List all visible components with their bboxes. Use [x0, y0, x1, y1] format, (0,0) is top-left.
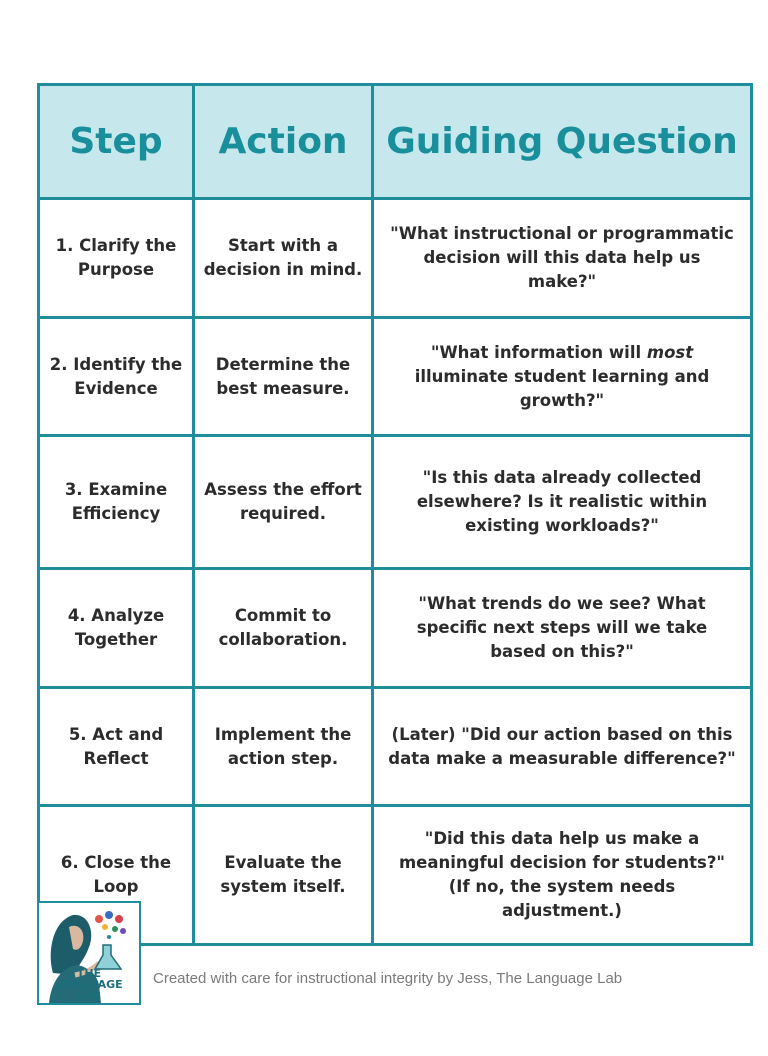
action-cell: Determine the best measure.: [194, 318, 373, 436]
action-cell: Commit to collaboration.: [194, 569, 373, 688]
table-row: [39, 569, 752, 688]
question-cell: (Later) "Did our action based on this data make a measurable difference?": [373, 688, 752, 806]
action-cell: Evaluate the system itself.: [194, 806, 373, 945]
action-cell: Start with a decision in mind.: [194, 199, 373, 318]
logo-text-language: LANGUAGE: [55, 978, 123, 991]
data-decision-table: [37, 83, 753, 946]
question-cell: "Is this data already collected elsewhere? Is it realistic within existing workloads?": [373, 436, 752, 569]
logo-text-the: THE: [76, 967, 102, 980]
step-cell: 2. Identify the Evidence: [39, 318, 194, 436]
action-cell: Implement the action step.: [194, 688, 373, 806]
question-emphasis: most: [646, 342, 694, 362]
question-text-start: "What information will: [430, 342, 647, 362]
language-lab-logo: [37, 901, 141, 1005]
table-row: [39, 806, 752, 945]
header-action: Action: [194, 85, 373, 199]
logo-text-lab: LAB: [77, 989, 101, 1002]
step-cell: 4. Analyze Together: [39, 569, 194, 688]
footer-credit: Created with care for instructional integrity by Jess, The Language Lab: [153, 970, 623, 987]
question-cell: "What instructional or programmatic decision will this data help us make?": [373, 199, 752, 318]
table-row: [39, 436, 752, 569]
header-step: Step: [39, 85, 194, 199]
step-cell: 3. Examine Efficiency: [39, 436, 194, 569]
question-cell: [373, 318, 752, 436]
question-text-end: illuminate student learning and growth?": [414, 366, 710, 410]
table-header-row: [39, 85, 752, 199]
action-cell: Assess the effort required.: [194, 436, 373, 569]
table-row: [39, 318, 752, 436]
table-row: [39, 199, 752, 318]
step-cell: 6. Close the Loop: [39, 806, 194, 945]
question-cell: "What trends do we see? What specific next steps will we take based on this?": [373, 569, 752, 688]
table-row: [39, 688, 752, 806]
question-cell: "Did this data help us make a meaningful decision for students?" (If no, the system needs adjustment.): [373, 806, 752, 945]
header-guiding-question: Guiding Question: [373, 85, 752, 199]
step-cell: 1. Clarify the Purpose: [39, 199, 194, 318]
step-cell: 5. Act and Reflect: [39, 688, 194, 806]
logo-text: [39, 968, 139, 1001]
